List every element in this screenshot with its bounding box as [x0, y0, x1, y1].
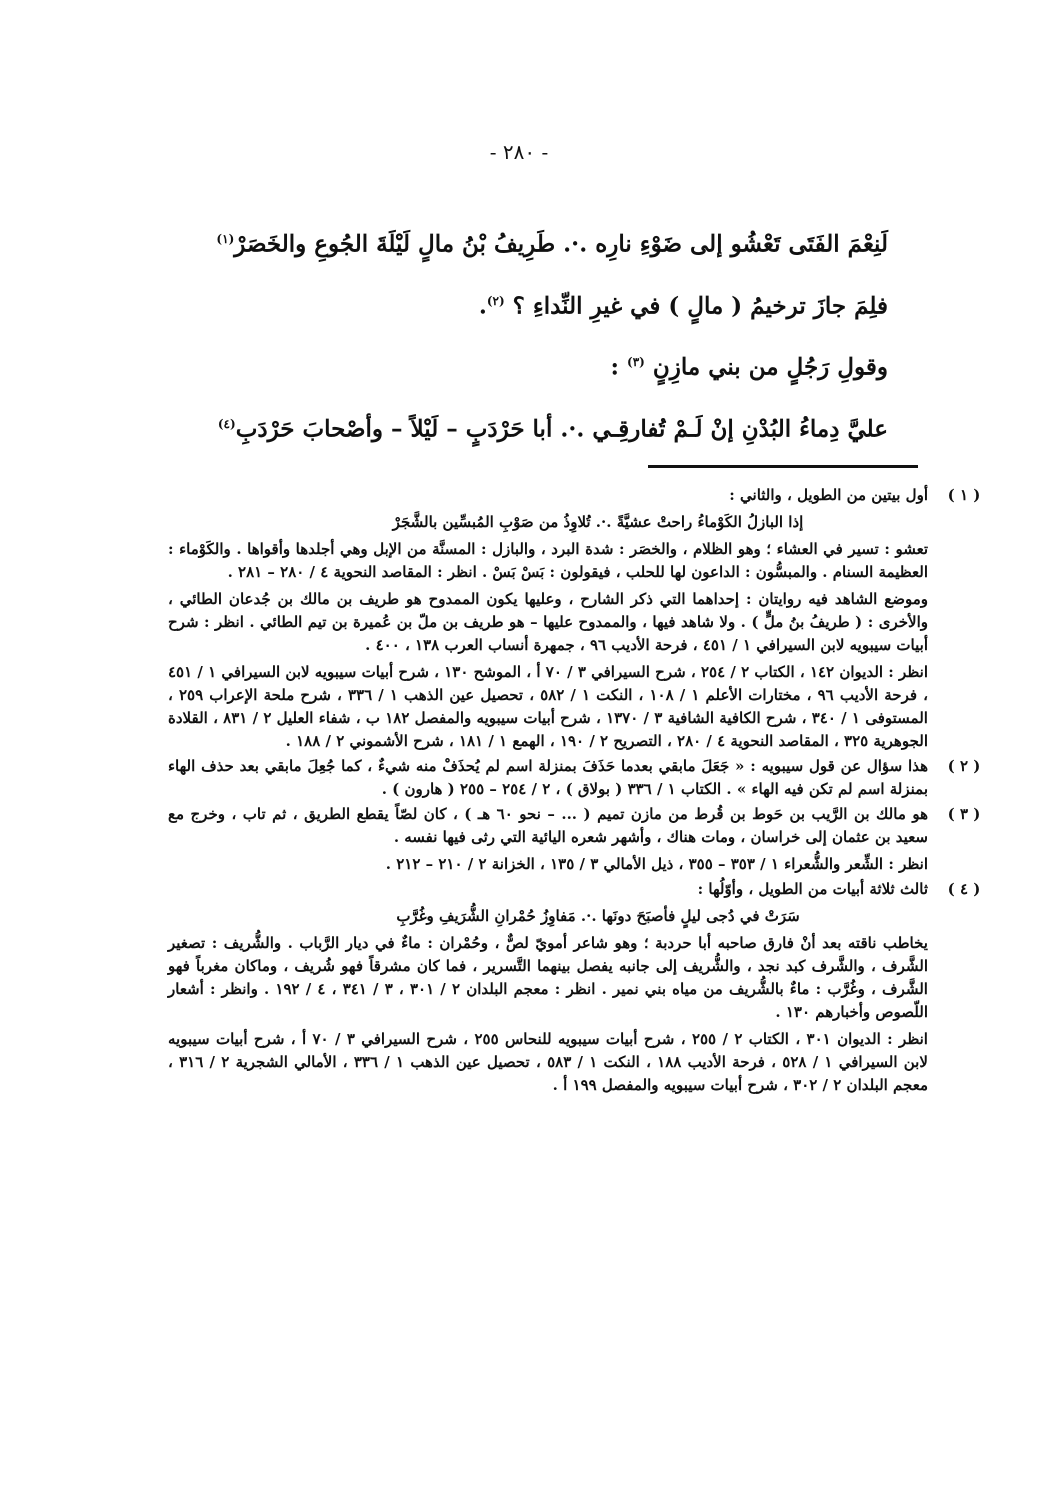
main-text — [158, 225, 888, 472]
question-line — [158, 287, 888, 321]
footnote-paragraph: انظر : الديوان ٣٠١ ، الكتاب ٢ / ٢٥٥ ، شرح أبيات سيبويه للنحاس ٢٥٥ ، شرح السيرافي ٣ / ٧٠ أ ، شرح أبيات سيبويه لابن السيرافي ١ / ٥٢٨ ، فرحة الأديب ١٨٨ ، النكت ١ / ٥٨٣ ، تحصيل عين الذهب ١ / ٣٣٦ ، الأمالي الشجرية ٢ / ٣١٦ ، معجم البلدان ٢ / ٣٠٢ ، شرح أبيات سيبويه والمفصل ١٩٩ أ . — [168, 1030, 928, 1094]
footnote-paragraph: هذا سؤال عن قول سيبويه : « جَعَلَ مابقي بعدما حَذَفَ بمنزلة اسم لم يُحذَفْ منه شيءٌ ، كما جُعِلَ مابقي بعد حذف الهاء بمنزلة اسم لم تكن فيه الهاء » . الكتاب ١ / ٣٣٦ ( بولاق ) ، ٢ / ٢٥٤ – ٢٥٥ ( هارون ) . — [168, 757, 928, 798]
question-text: فلِمَ جازَ ترخيمُ ( مالٍ ) في غيرِ النِّداءِ ؟ — [512, 292, 888, 320]
verse-line-2 — [158, 410, 888, 444]
footnote-ref-2: (٢) — [486, 293, 505, 308]
footnote-verse: إذا البازلُ الكَوْماءُ راحتْ عشيَّةً .·. تُلاوِذُ من صَوْبِ المُبسِّين بالشَّجَرْ — [392, 513, 804, 531]
footnote-number: ( ٣ ) — [947, 805, 981, 823]
intro-text: وقولِ رَجُلٍ من بني مازِنٍ — [652, 353, 888, 381]
footnote-paragraph: هو مالك بن الرَّيب بن حَوط بن قُرط من مازن تميم ( ... – نحو ٦٠ هـ ) ، كان لصّاً يقطع الطريق ، ثم تاب ، وخرج مع سعيد بن عثمان إلى خراسان ، ومات هناك ، وأشهر شعره اليائية التي رثى فيها نفسه . — [168, 805, 928, 846]
footnote-number: ( ٤ ) — [947, 880, 981, 898]
verse-line-1 — [158, 225, 888, 259]
footnote-paragraph: انظر : الديوان ١٤٢ ، الكتاب ٢ / ٢٥٤ ، شرح السيرافي ٣ / ٧٠ أ ، الموشح ١٣٠ ، شرح أبيات سيبويه لابن السيرافي ١ / ٤٥١ ، فرحة الأديب ٩٦ ، مختارات الأعلم ١ / ١٠٨ ، النكت ١ / ٥٨٢ ، تحصيل عين الذهب ١ / ٣٣٦ ، شرح ملحة الإعراب ٢٥٩ ، المستوفى ١ / ٣٤٠ ، شرح الكافية الشافية ٣ / ١٣٧٠ ، شرح أبيات سيبويه والمفصل ١٨٢ ب ، شفاء العليل ٢ / ٨٣١ ، القلادة الجوهرية ٣٢٥ ، المقاصد النحوية ٤ / ٢٨٠ ، التصريح ٢ / ١٩٠ ، الهمع ١ / ١٨١ ، شرح الأشموني ٢ / ١٨٨ . — [168, 663, 928, 750]
footnote-number: ( ٢ ) — [947, 757, 981, 775]
footnote-body — [168, 484, 928, 753]
intro-line — [158, 348, 888, 382]
footnote-ref-3: (٣) — [627, 355, 645, 370]
footnote-ref-1: (١) — [216, 232, 235, 246]
footnote-paragraph: يخاطب ناقته بعد أنْ فارق صاحبه أبا حردبة ؛ وهو شاعر أمويّ لصٌّ ، وحُمْران : ماءٌ في ديار الرَّباب . والشُّريف : تصغير الشَّرف ، والشَّرف كبد نجد ، والشُّريف إلى جانبه يفصل بينهما التَّسرير ، فما كان مشرقاً فهو شُريف ، وماكان مغرباً فهو الشَّرف ، وغُرَّب : ماءٌ بالشُّريف من مياه بني نمير . انظر : معجم البلدان ٢ / ٣٠١ ، ٣ / ٣٤١ ، ٤ / ١٩٢ . وانظر : أشعار اللّصوص وأخبارهم ١٣٠ . — [168, 934, 928, 1021]
footnote-separator — [648, 465, 918, 468]
footnote-body — [168, 878, 928, 1097]
footnote-paragraph: انظر : الشِّعر والشُّعراء ١ / ٣٥٣ – ٣٥٥ ، ذيل الأمالي ٣ / ١٣٥ ، الخزانة ٢ / ٢١٠ – ٢١٢ . — [385, 855, 928, 873]
question-suffix: . — [478, 292, 487, 320]
footnote-paragraph: ثالث ثلاثة أبيات من الطويل ، وأوّلُها : — [697, 880, 928, 898]
verse-text: لَنِعْمَ الفَتَى تَعْشُو إلى ضَوْءِ نارِه .·. طَرِيفُ بْنُ مالٍ لَيْلَةَ الجُوعِ والخَصَرْ — [234, 230, 888, 258]
footnote-number: ( ١ ) — [947, 486, 981, 504]
page-number: - ٢٨٠ - — [489, 140, 549, 164]
footnote-body — [168, 755, 928, 801]
footnote-4 — [168, 878, 981, 1097]
footnote-3 — [168, 803, 981, 876]
footnote-paragraph: وموضع الشاهد فيه روايتان : إحداهما التي ذكر الشارح ، وعليها يكون الممدوح هو طريف بن مالك بن جُدعان الطائي ، والأخرى : ( طريفُ بنُ ملٍّ ) . ولا شاهد فيها ، والممدوح عليها – هو طريف بن ملّ بن عُميرة بن تيم الطائي . انظر : شرح أبيات سيبويه لابن السيرافي ١ / ٤٥١ ، فرحة الأديب ٩٦ ، جمهرة أنساب العرب ١٣٨ ، ٤٠٠ . — [168, 590, 928, 654]
footnote-paragraph: أول بيتين من الطويل ، والثاني : — [729, 486, 928, 504]
footnote-ref-4: (٤) — [217, 416, 236, 431]
footnote-2 — [168, 755, 981, 801]
footnote-1 — [168, 484, 981, 753]
footnotes — [168, 484, 981, 1099]
verse-text: عليَّ دِماءُ البُدْنِ إنْ لَـمْ تُفارقِـي .·. أبا حَرْدَبٍ – لَيْلاً – وأصْحابَ حَرْدَبِ — [235, 415, 888, 443]
intro-suffix: : — [610, 353, 619, 381]
footnote-verse: سَرَتْ في دُجى ليلٍ فأصبَحَ دونَها .·. مَفاوِزُ حُمْرانِ الشُّرَيفِ وغُرَّبِ — [396, 907, 800, 925]
footnote-body — [168, 803, 928, 876]
footnote-paragraph: تعشو : تسير في العشاء ؛ وهو الظلام ، والخصَر : شدة البرد ، والبازل : المسنَّة من الإبل وهي أجلدها وأقواها . والكَوْماء : العظيمة السنام . والمبسُّون : الداعون لها للحلب ، فيقولون : بَسْ بَسْ . انظر : المقاصد النحوية ٤ / ٢٨٠ – ٢٨١ . — [168, 540, 928, 581]
